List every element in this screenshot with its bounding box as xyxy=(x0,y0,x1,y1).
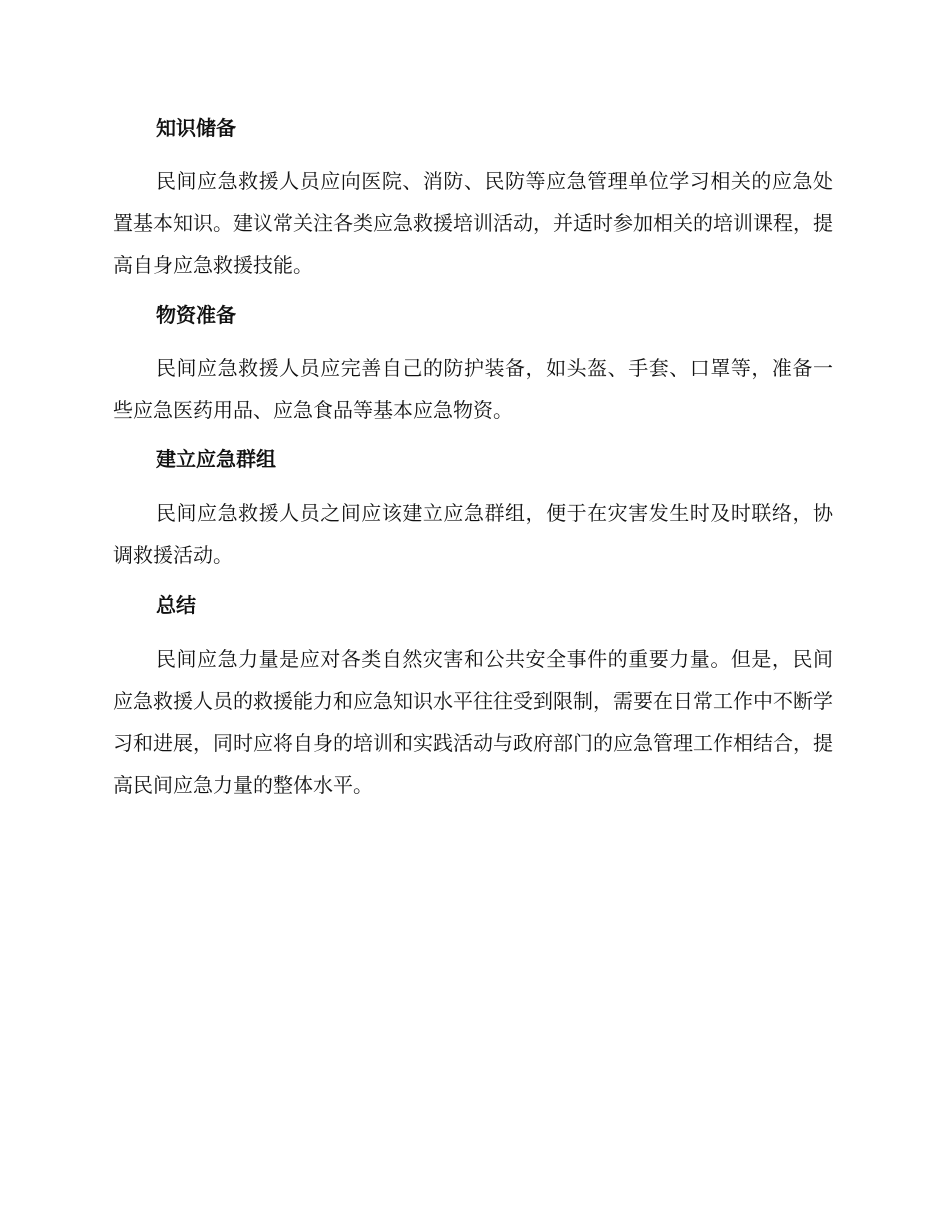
document-page xyxy=(113,108,833,806)
section-paragraph-supplies: 民间应急救援人员应完善自己的防护装备，如头盔、手套、口罩等，准备一些应急医药用品、应急食品等基本应急物资。 xyxy=(113,356,833,422)
section-heading-knowledge: 知识储备 xyxy=(156,116,236,140)
section-paragraph-emergency-group: 民间应急救援人员之间应该建立应急群组，便于在灾害发生时及时联络，协调救援活动。 xyxy=(113,501,833,567)
section-paragraph-summary: 民间应急力量是应对各类自然灾害和公共安全事件的重要力量。但是，民间应急救援人员的救援能力和应急知识水平往往受到限制，需要在日常工作中不断学习和进展，同时应将自身的培训和实践活动与政府部门的应急管理工作相结合，提高民间应急力量的整体水平。 xyxy=(113,647,833,797)
section-supplies xyxy=(113,295,833,431)
section-heading-emergency-group: 建立应急群组 xyxy=(156,447,276,471)
section-paragraph-knowledge: 民间应急救援人员应向医院、消防、民防等应急管理单位学习相关的应急处置基本知识。建议常关注各类应急救援培训活动，并适时参加相关的培训课程，提高自身应急救援技能。 xyxy=(113,169,833,277)
section-emergency-group xyxy=(113,439,833,576)
section-summary xyxy=(113,585,833,806)
section-heading-summary: 总结 xyxy=(156,593,196,617)
section-heading-supplies: 物资准备 xyxy=(156,303,236,327)
section-knowledge xyxy=(113,108,833,286)
